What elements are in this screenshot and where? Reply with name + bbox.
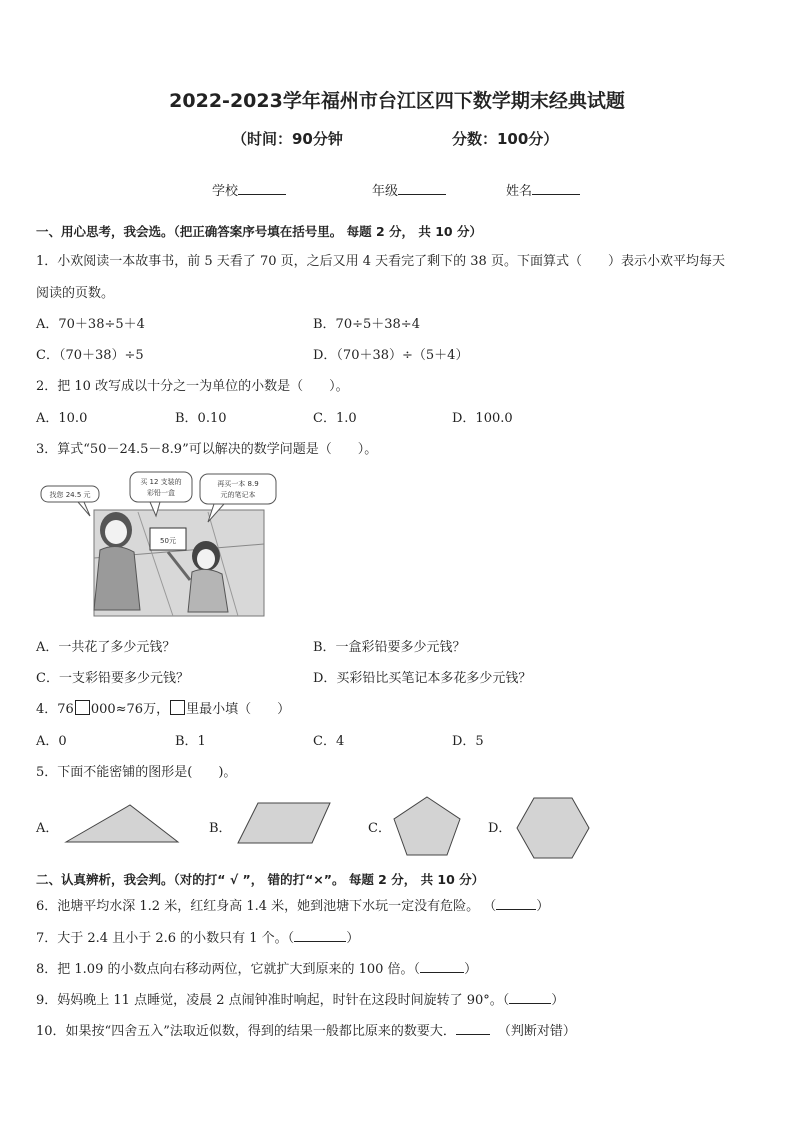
triangle-shape[interactable] bbox=[64, 802, 182, 844]
q4-text-part2: 000≈76万， bbox=[90, 702, 170, 717]
name-label: 姓名 bbox=[506, 184, 533, 199]
hexagon-shape[interactable] bbox=[515, 796, 591, 860]
q1-text-line1: 1．小欢阅读一本故事书，前 5 天看了 70 页，之后又用 4 天看完了剩下的 38 页。下面算式（ ）表示小欢平均每天 bbox=[36, 254, 725, 269]
exam-score: 分数：100分） bbox=[452, 130, 559, 148]
q8-line bbox=[36, 958, 477, 977]
q8-answer-blank[interactable] bbox=[420, 972, 464, 973]
q3-option-d[interactable]: D．买彩铅比买笔记本多花多少元钱？ bbox=[313, 671, 532, 686]
q9-end: ） bbox=[551, 993, 565, 1008]
grade-label: 年级 bbox=[372, 184, 399, 199]
q2-option-d[interactable]: D．100.0 bbox=[452, 411, 513, 426]
q4-text-part1: 4．76 bbox=[36, 702, 74, 717]
school-field[interactable] bbox=[212, 180, 286, 199]
q5-option-b[interactable]: B． bbox=[209, 821, 232, 836]
q10-text: 10．如果按“四舍五入”法取近似数，得到的结果一般都比原来的数要大． bbox=[36, 1024, 456, 1039]
q7-answer-blank[interactable] bbox=[294, 941, 346, 942]
q4-text bbox=[36, 698, 290, 717]
q9-line bbox=[36, 989, 564, 1008]
q8-text: 8．把 1.09 的小数点向右移动两位，它就扩大到原来的 100 倍。（ bbox=[36, 962, 421, 977]
q9-text: 9．妈妈晚上 11 点睡觉，凌晨 2 点闹钟准时响起，时针在这段时间旋转了 90°。（ bbox=[36, 993, 510, 1008]
q2-option-c[interactable]: C．1.0 bbox=[313, 411, 357, 426]
q4-option-a[interactable]: A．0 bbox=[36, 734, 67, 749]
speech-bubble-notebook-2: 元的笔记本 bbox=[220, 491, 256, 499]
q9-answer-blank[interactable] bbox=[509, 1003, 551, 1004]
speech-bubble-pencils-1: 买 12 支装的 bbox=[140, 478, 182, 486]
q1-option-a[interactable]: A．70＋38÷5＋4 bbox=[36, 317, 145, 332]
q7-line bbox=[36, 927, 359, 946]
q10-answer-blank[interactable] bbox=[456, 1034, 490, 1035]
q6-end: ） bbox=[536, 899, 550, 914]
q3-option-a[interactable]: A．一共花了多少元钱？ bbox=[36, 640, 176, 655]
q3-text: 3．算式“50－24.5－8.9”可以解决的数学问题是（ ）。 bbox=[36, 442, 378, 457]
q6-line bbox=[36, 895, 549, 914]
q7-text: 7．大于 2.4 且小于 2.6 的小数只有 1 个。（ bbox=[36, 931, 295, 946]
q5-option-c[interactable]: C． bbox=[368, 821, 391, 836]
q10-line bbox=[36, 1020, 576, 1039]
speech-bubble-change: 找您 24.5 元 bbox=[49, 491, 91, 499]
page-title: 2022-2023学年福州市台江区四下数学期末经典试题 bbox=[169, 90, 625, 112]
speech-bubble-pencils-2: 彩铅一盒 bbox=[147, 489, 175, 497]
parallelogram-shape[interactable] bbox=[236, 801, 332, 845]
q8-end: ） bbox=[464, 962, 478, 977]
name-field[interactable] bbox=[506, 180, 580, 199]
q7-end: ） bbox=[346, 931, 360, 946]
q10-end: （判断对错） bbox=[497, 1024, 576, 1039]
q6-answer-blank[interactable] bbox=[496, 909, 536, 910]
q4-option-c[interactable]: C．4 bbox=[313, 734, 345, 749]
speech-bubble-notebook-1: 再买一本 8.9 bbox=[217, 480, 259, 488]
q5-option-d[interactable]: D． bbox=[488, 821, 512, 836]
q1-option-b[interactable]: B．70÷5＋38÷4 bbox=[313, 317, 420, 332]
grade-field[interactable] bbox=[372, 180, 446, 199]
q4-text-part3: 里最小填（ ） bbox=[186, 702, 291, 717]
school-label: 学校 bbox=[212, 184, 239, 199]
section-2-heading: 二、认真辨析，我会判。（对的打“ √ ”， 错的打“×”。 每题 2 分， 共 10 分） bbox=[36, 872, 485, 887]
blank-box-1 bbox=[75, 700, 90, 715]
q2-option-b[interactable]: B．0.10 bbox=[175, 411, 227, 426]
pentagon-shape[interactable] bbox=[392, 795, 462, 857]
q1-option-c[interactable]: C．（70＋38）÷5 bbox=[36, 348, 144, 363]
q2-text: 2．把 10 改写成以十分之一为单位的小数是（ ）。 bbox=[36, 379, 349, 394]
exam-time: （时间：90分钟 bbox=[232, 130, 343, 148]
section-1-heading: 一、用心思考，我会选。（把正确答案序号填在括号里。 每题 2 分， 共 10 分） bbox=[36, 224, 482, 239]
q3-option-b[interactable]: B．一盒彩铅要多少元钱？ bbox=[313, 640, 466, 655]
q1-text-line2: 阅读的页数。 bbox=[36, 286, 115, 301]
q3-option-c[interactable]: C．一支彩铅要多少元钱？ bbox=[36, 671, 189, 686]
q3-shopping-illustration bbox=[38, 468, 282, 618]
q4-option-b[interactable]: B．1 bbox=[175, 734, 206, 749]
q5-option-a[interactable]: A． bbox=[36, 821, 59, 836]
bill-label: 50元 bbox=[160, 537, 176, 545]
q4-option-d[interactable]: D．5 bbox=[452, 734, 484, 749]
q2-option-a[interactable]: A．10.0 bbox=[36, 411, 88, 426]
q5-text: 5．下面不能密铺的图形是( )。 bbox=[36, 765, 237, 780]
q1-option-d[interactable]: D．（70＋38）÷（5＋4） bbox=[313, 348, 469, 363]
q6-text: 6．池塘平均水深 1.2 米，红红身高 1.4 米，她到池塘下水玩一定没有危险。 （ bbox=[36, 899, 497, 914]
blank-box-2 bbox=[170, 700, 185, 715]
